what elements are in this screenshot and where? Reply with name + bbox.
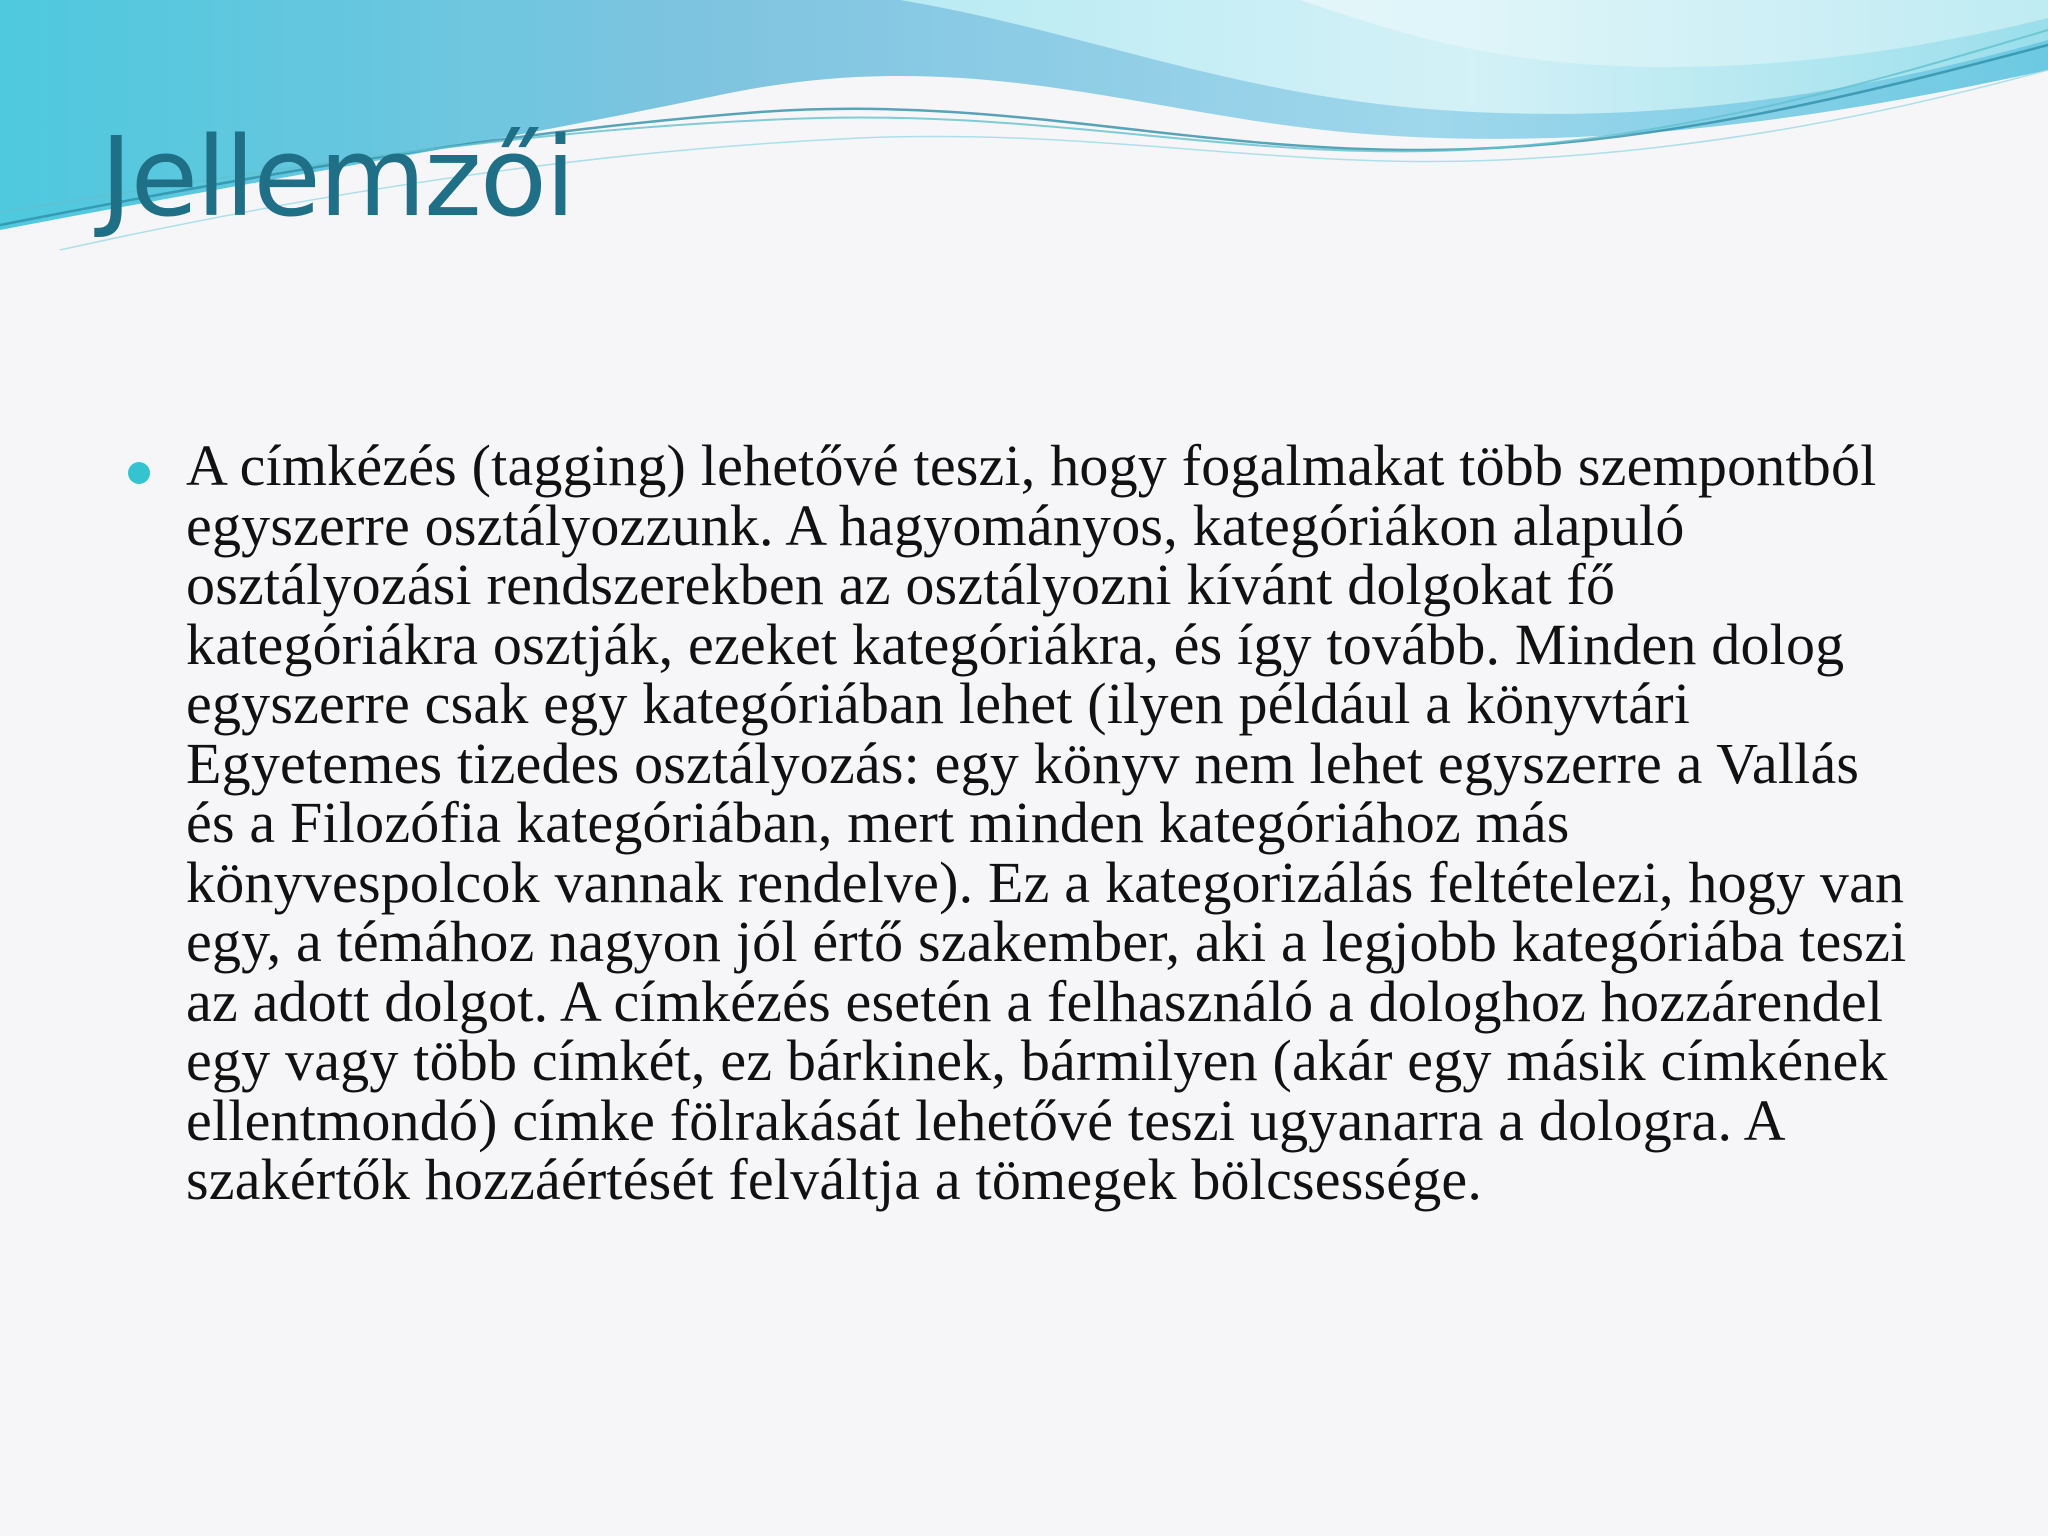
- slide-title: Jellemzői: [100, 113, 574, 241]
- bullet-text: A címkézés (tagging) lehetővé teszi, hogy fogalmakat több szempontból egyszerre osztályozzunk. A hagyományos, kategóriákon alapuló osztályozási rendszerekben az osztályozni kívánt dolgokat fő kategóriákra osztják, ezeket kategóriákra, és így tovább. Minden dolog egyszerre csak egy kategóriában lehet (ilyen például a könyvtári Egyetemes tizedes osztályozás: egy könyv nem lehet egyszerre a Vallás és a Filozófia kategóriában, mert minden kategóriához más könyvespolcok vannak rendelve). Ez a kategorizálás feltételezi, hogy van egy, a témához nagyon jól értő szakember, aki a legjobb kategóriába teszi az adott dolgot. A címkézés esetén a felhasználó a dologhoz hozzárendel egy vagy több címkét, ez bárkinek, bármilyen (akár egy másik címkének ellentmondó) címke fölrakását lehetővé teszi ugyanarra a dologra. A szakértők hozzáértését felváltja a tömegek bölcsessége.: [186, 433, 1907, 1212]
- slide-body: [128, 433, 1908, 1212]
- bullet-item: [128, 433, 1908, 1212]
- bullet-dot-icon: [128, 462, 150, 484]
